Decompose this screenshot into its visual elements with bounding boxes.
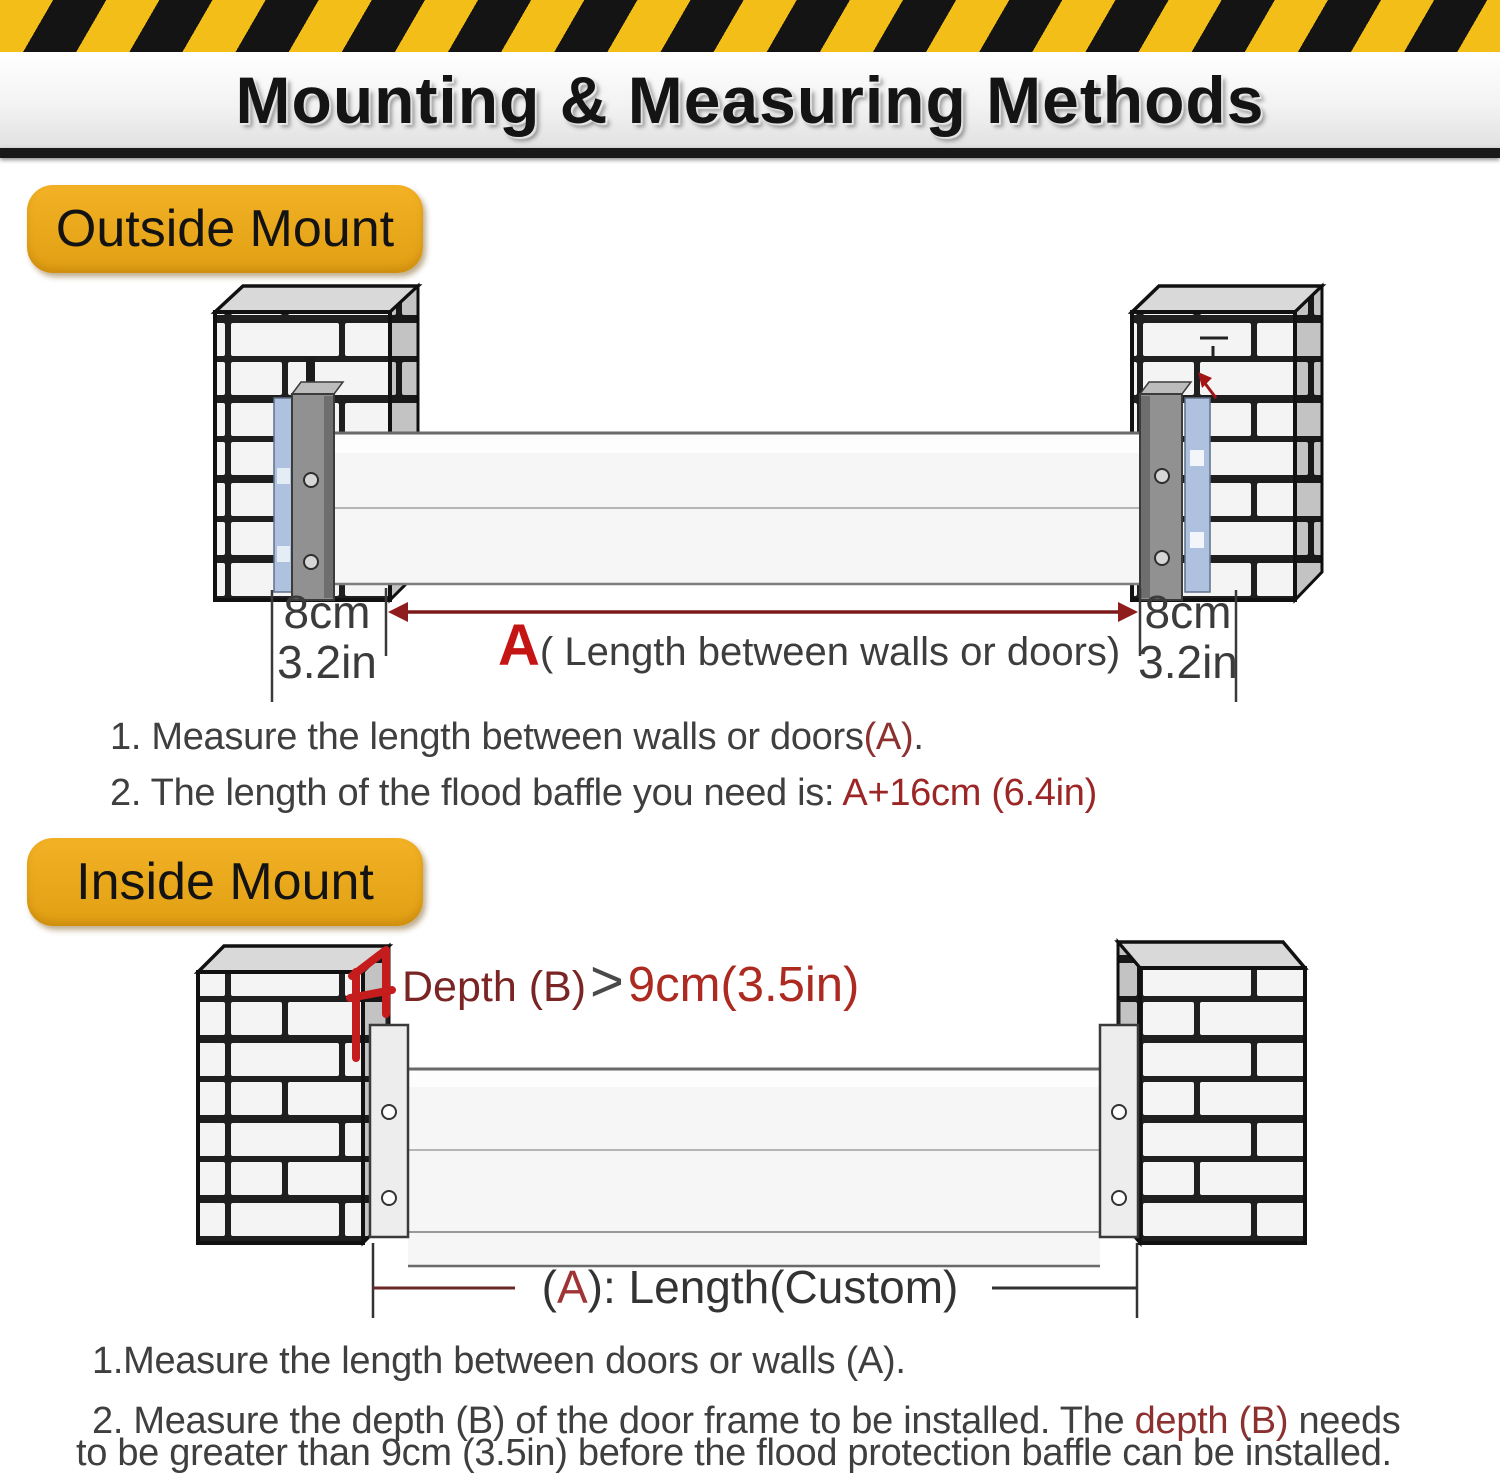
left-gap-in: 3.2in [277, 635, 377, 688]
screw [304, 473, 318, 487]
depth-b-label: Depth (B) [402, 963, 587, 1011]
length-a-caption [498, 612, 1120, 679]
greater-than-sign: > [590, 949, 624, 1014]
inside-step-2-line-2: to be greater than 9cm (3.5in) before the flood protection baffle can be installed. [76, 1432, 1392, 1474]
inside-right-pillar [1118, 942, 1305, 1243]
screw [1112, 1191, 1126, 1205]
page-title: Mounting & Measuring Methods [235, 63, 1265, 137]
right-gap-dimension [1128, 588, 1248, 687]
inside-left-pillar [198, 946, 389, 1243]
left-gap-dimension [262, 588, 392, 687]
screw [1155, 551, 1169, 565]
right-gap-in: 3.2in [1138, 635, 1238, 688]
left-mounting-channel [274, 382, 343, 600]
flood-barrier-inside [408, 1068, 1100, 1268]
length-custom-caption: (A): Length(Custom) [541, 1261, 959, 1313]
right-mounting-channel [1140, 372, 1216, 600]
screw [1155, 469, 1169, 483]
flood-barrier-outside [334, 432, 1140, 585]
inside-step-1: 1.Measure the length between doors or walls (A). [92, 1340, 906, 1382]
depth-b-value: 9cm(3.5in) [627, 958, 860, 1012]
dimension-a-text: ( Length between walls or doors) [539, 630, 1121, 674]
right-gap-cm: 8cm [1144, 586, 1232, 638]
dimension-a-letter: A [498, 613, 540, 678]
inside-mount-label: Inside Mount [76, 853, 374, 911]
dimension-a-letter: A [556, 1261, 588, 1313]
outside-mount-label: Outside Mount [55, 200, 395, 258]
screw [1112, 1105, 1126, 1119]
inside-step-2-line-1: 2. Measure the depth (B) of the door frame to be installed. The depth (B) needs [92, 1400, 1401, 1442]
screw [382, 1191, 396, 1205]
screw [304, 555, 318, 569]
inside-right-bracket [1100, 1000, 1138, 1237]
left-gap-cm: 8cm [283, 586, 371, 638]
screw [382, 1105, 396, 1119]
depth-b-caption [402, 948, 859, 1015]
outside-step-1: 1. Measure the length between walls or doors(A). [110, 716, 924, 758]
outside-step-2: 2. The length of the flood baffle you need is: A+16cm (6.4in) [110, 772, 1097, 814]
